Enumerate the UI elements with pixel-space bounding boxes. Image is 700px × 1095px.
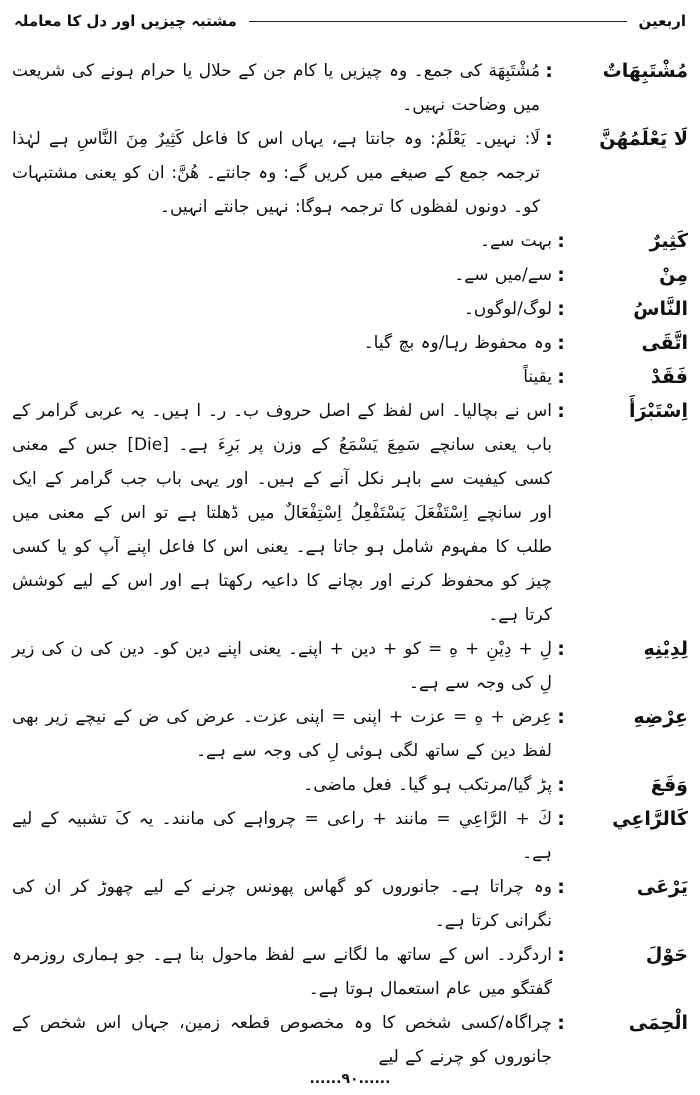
entry-colon: : xyxy=(557,230,565,252)
book-title: اربعین xyxy=(638,12,686,30)
entry-term: فَقَدْ xyxy=(650,366,688,388)
entry-term: وَقَعَ xyxy=(650,774,688,796)
entry-definition: وہ چراتا ہے۔ جانوروں کو گھاس پھونس چرنے کے لیے چھوڑ کر ان کی نگرانی کرتا ہے۔ xyxy=(12,877,552,931)
header-rule xyxy=(249,21,627,22)
glossary-entry xyxy=(12,394,688,632)
entry-colon: : xyxy=(557,774,565,796)
entry-definition: كَ + الرَّاعِي = مانند + راعی = چرواہے کی مانند۔ یہ کَ تشبیہ کے لیے ہے۔ xyxy=(12,809,552,863)
entry-definition: بہت سے۔ xyxy=(480,231,552,251)
entry-definition: یقیناً xyxy=(523,367,552,387)
entry-definition: پڑ گیا/مرتکب ہو گیا۔ فعل ماضی۔ xyxy=(303,775,552,795)
glossary-entry xyxy=(12,700,688,768)
entry-definition: اردگرد۔ اس کے ساتھ ما لگانے سے لفظ ماحول بنا ہے۔ جو ہماری روزمرہ گفتگو میں عام استعمال ہوتا ہے۔ xyxy=(12,945,552,999)
entry-term: لِدِيْنِهِ xyxy=(643,638,688,660)
entry-colon: : xyxy=(557,332,565,354)
glossary-entry xyxy=(12,768,688,802)
glossary-entry xyxy=(12,54,688,122)
page-number: ......۹۰...... xyxy=(309,1071,391,1087)
glossary-entries xyxy=(12,54,688,1074)
entry-term: اتَّقَى xyxy=(641,332,688,354)
glossary-entry xyxy=(12,224,688,258)
entry-term: يَرْعَى xyxy=(636,876,688,898)
entry-definition: مُشْتَبِهَة کی جمع۔ وہ چیزیں یا کام جن کے حلال یا حرام ہونے کی شریعت میں وضاحت نہیں۔ xyxy=(12,61,540,115)
glossary-entry xyxy=(12,326,688,360)
entry-definition: لَا: نہیں۔ يَعْلَمُ: وہ جانتا ہے، یہاں اس کا فاعل كَثِيرٌ مِنَ النَّاسِ ہے لہٰذا ترجمہ جمع کے صیغے میں کریں گے: وہ جانتے۔ هُنَّ: ان کو یعنی مشتبہات کو۔ دونوں لفظوں کا ترجمہ ہوگا: نہیں جانتے انہیں۔ xyxy=(12,129,540,217)
entry-term: كَثِيرٌ xyxy=(649,230,688,252)
entry-term: مُشْتَبِهَاتٌ xyxy=(602,60,688,82)
entry-term: النَّاسُ xyxy=(633,298,688,320)
entry-colon: : xyxy=(557,706,565,728)
entry-colon: : xyxy=(557,808,565,830)
entry-term: الْحِمَى xyxy=(628,1012,688,1034)
entry-term: حَوْلَ xyxy=(645,944,688,966)
glossary-entry xyxy=(12,122,688,224)
entry-term: لَا يَعْلَمُهُنَّ xyxy=(599,128,688,150)
entry-colon: : xyxy=(557,944,565,966)
entry-colon: : xyxy=(557,876,565,898)
glossary-entry xyxy=(12,938,688,1006)
entry-colon: : xyxy=(557,264,565,286)
entry-colon: : xyxy=(557,366,565,388)
entry-colon: : xyxy=(545,60,553,82)
glossary-entry xyxy=(12,802,688,870)
entry-colon: : xyxy=(557,638,565,660)
entry-definition: عِرض + هِ = عزت + اپنی = اپنی عزت۔ عرض کی ض کے نیچے زیر بھی لفظ دین کے ساتھ لگی ہوئی لِ کی وجہ سے ہے۔ xyxy=(12,707,552,761)
entry-colon: : xyxy=(545,128,553,150)
entry-colon: : xyxy=(557,1012,565,1034)
chapter-title: مشتبہ چیزیں اور دل کا معاملہ xyxy=(14,12,237,30)
entry-definition: لوگ/لوگوں۔ xyxy=(463,299,552,319)
entry-term: كَالرَّاعِي xyxy=(612,808,688,830)
entry-definition: سے/میں سے۔ xyxy=(454,265,552,285)
entry-term: اِسْتَبْرَأَ xyxy=(628,400,688,422)
entry-term: مِنْ xyxy=(659,264,688,286)
entry-definition: اس نے بچالیا۔ اس لفظ کے اصل حروف ب۔ ر۔ ا ہیں۔ یہ عربی گرامر کے باب یعنی سانچے سَمِعَ يَسْمَعُ کے وزن پر بَرِءَ ہے۔ [Die] جس کے معنی کسی کیفیت سے باہر نکل آنے کے ہیں۔ اور یہی باب جب گرامر کے ایک اور سانچے اِسْتَفْعَلَ يَسْتَفْعِلُ اِسْتِفْعَالٌ میں ڈھلتا ہے تو اس کے معنی میں طلب کا مفہوم شامل ہو جاتا ہے۔ یعنی اس کا فاعل اپنے آپ کو یا کسی چیز کو محفوظ کرنے اور بچانے کا داعیہ رکھتا ہے اور اس کے لیے کوشش کرتا ہے۔ xyxy=(12,401,553,625)
glossary-entry xyxy=(12,870,688,938)
entry-colon: : xyxy=(557,298,565,320)
entry-definition: چراگاہ/کسی شخص کا وہ مخصوص قطعہ زمین، جہاں اس شخص کے جانوروں کو چرنے کے لیے xyxy=(12,1013,552,1067)
entry-definition: وہ محفوظ رہا/وہ بچ گیا۔ xyxy=(363,333,552,353)
page-header xyxy=(14,6,686,36)
glossary-entry xyxy=(12,1006,688,1074)
glossary-entry xyxy=(12,258,688,292)
glossary-entry xyxy=(12,360,688,394)
entry-term: عِرْضِهِ xyxy=(633,706,688,728)
entry-definition: لِ + دِيْنِ + هِ = کو + دین + اپنے۔ یعنی اپنے دین کو۔ دین کی ن کی زیر لِ کی وجہ سے ہے۔ xyxy=(12,639,552,693)
entry-colon: : xyxy=(557,400,565,422)
glossary-entry xyxy=(12,292,688,326)
glossary-entry xyxy=(12,632,688,700)
